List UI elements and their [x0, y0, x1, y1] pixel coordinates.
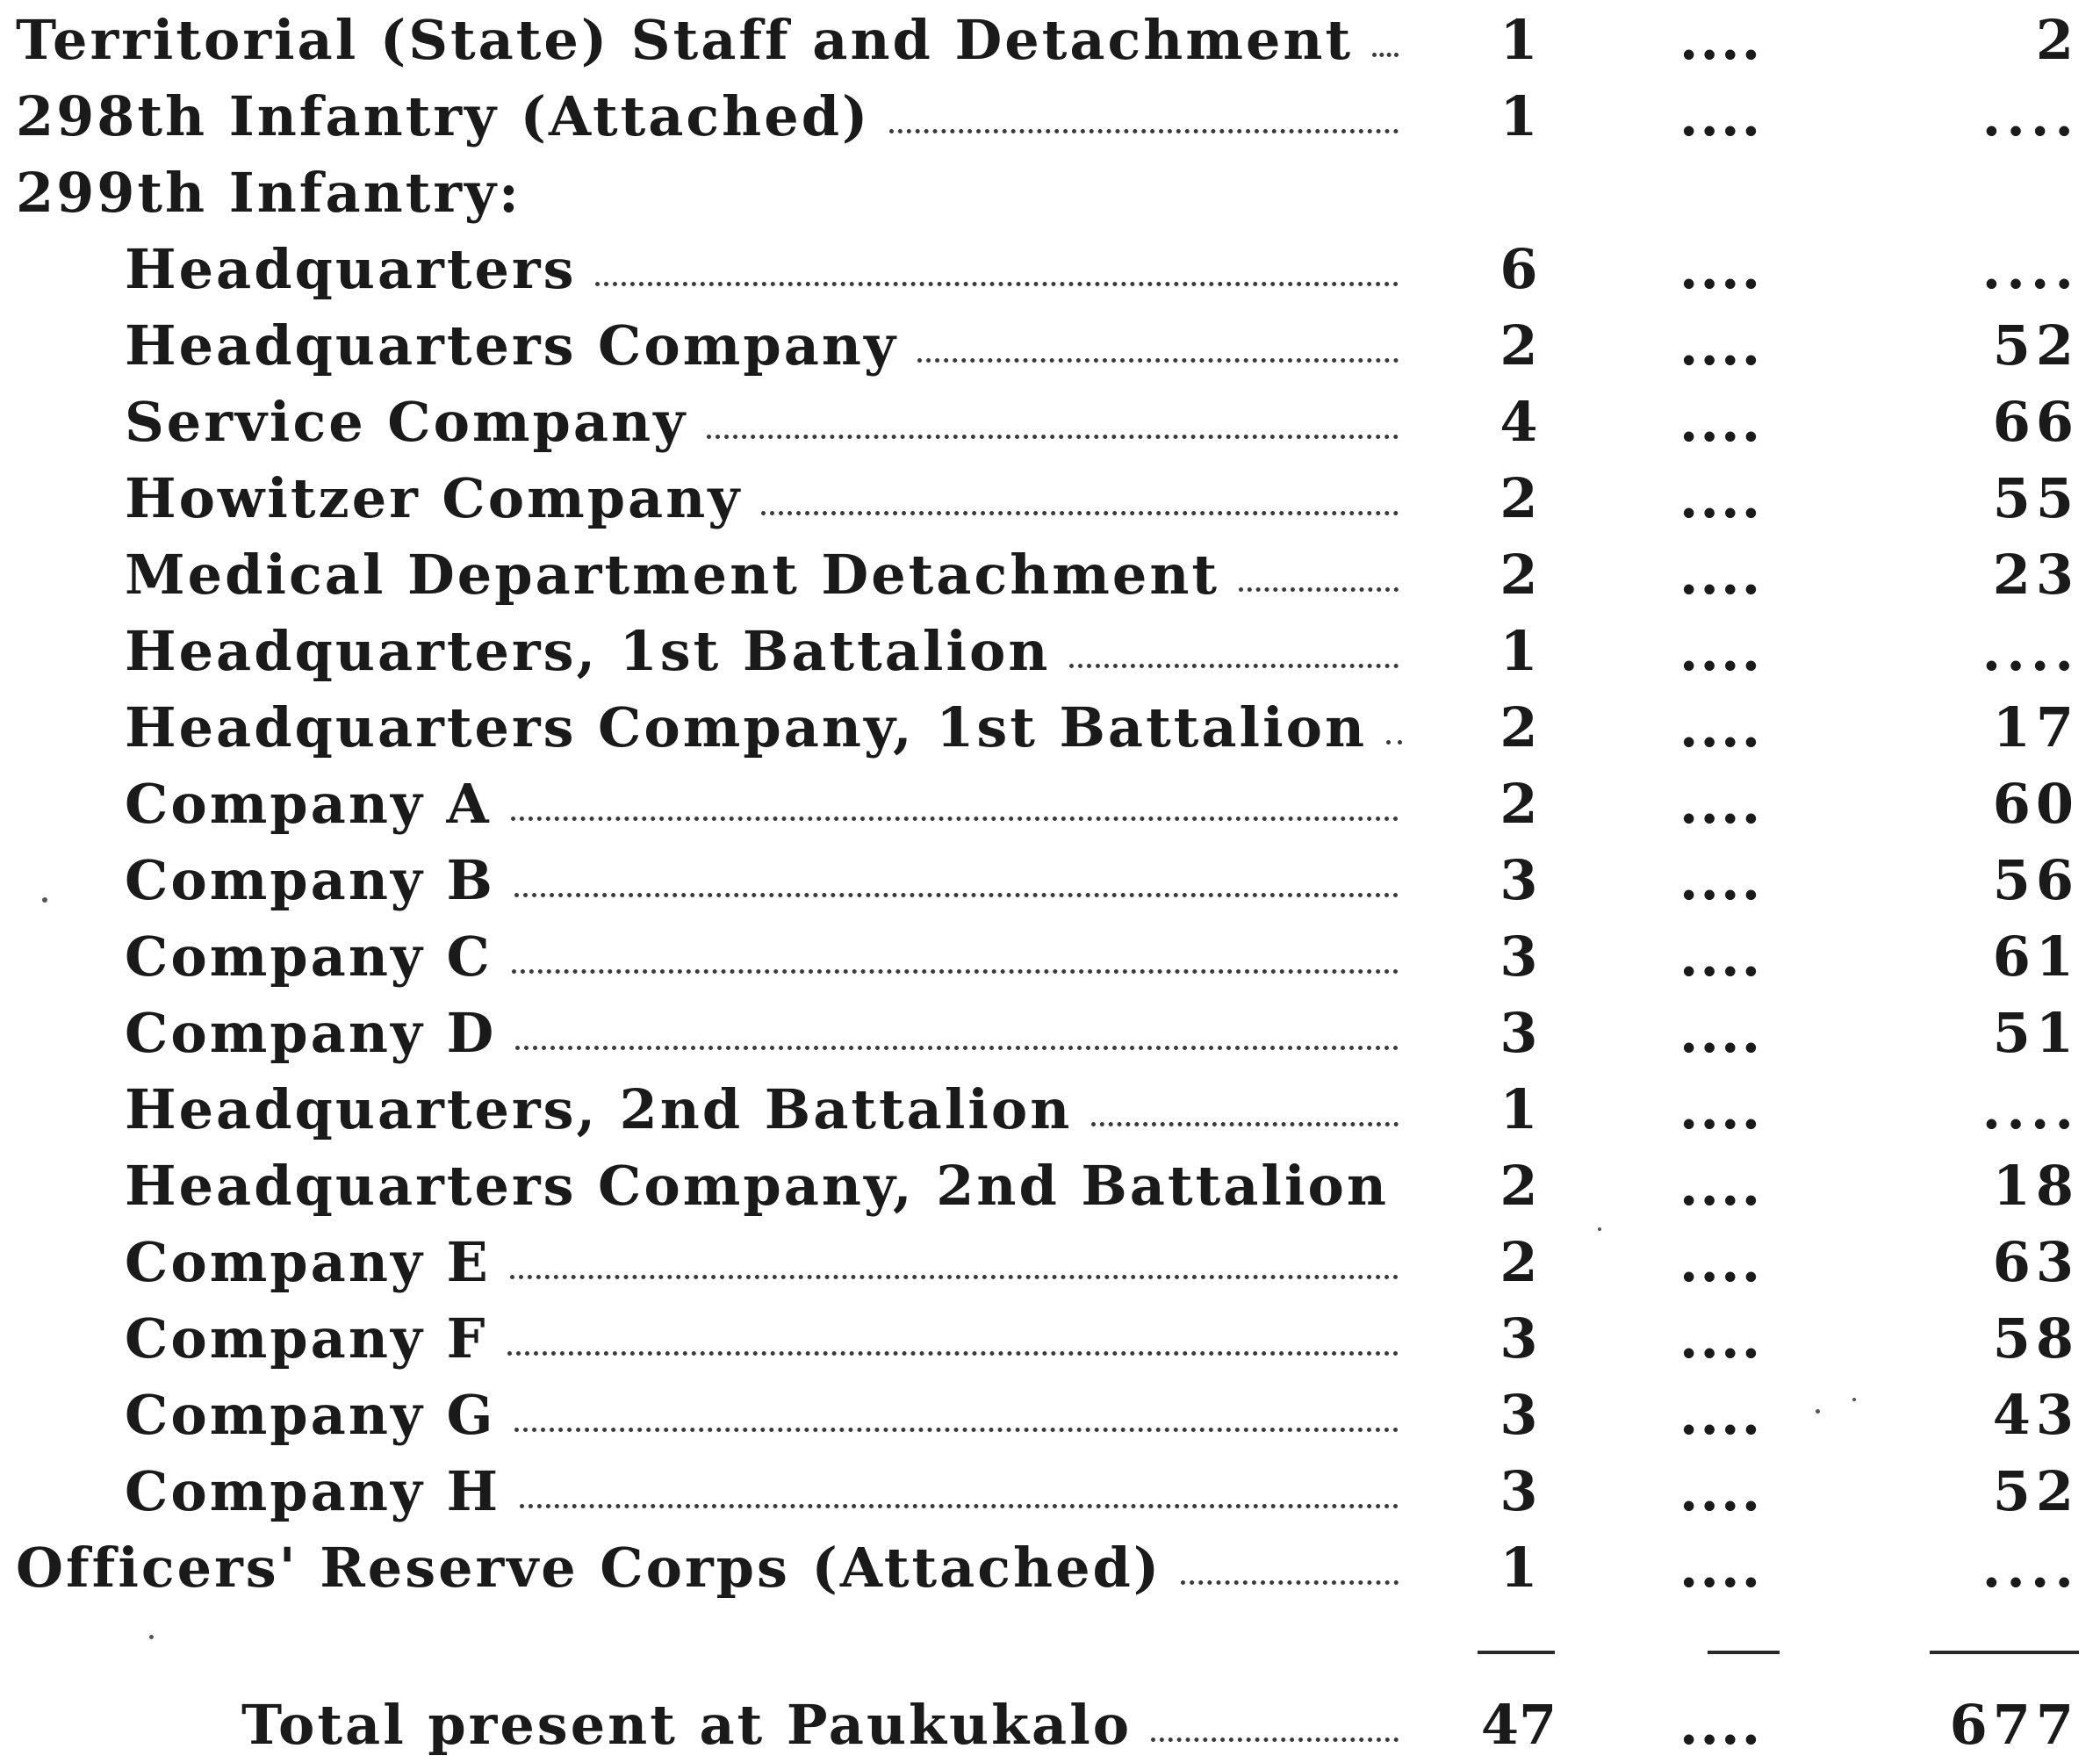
- row-col-b: ....: [1679, 237, 1763, 301]
- section-heading-row: [0, 155, 2100, 231]
- row-col-c: 66: [1992, 390, 2079, 454]
- dot-leader: [1091, 1113, 1399, 1126]
- roster-row: [0, 689, 2100, 766]
- roster-row: [0, 1148, 2100, 1224]
- row-col-b: ....: [1679, 619, 1763, 683]
- row-label: Company C: [125, 925, 493, 989]
- row-col-c: 61: [1992, 925, 2079, 989]
- row-col-c: ....: [1981, 237, 2079, 301]
- roster-row: [0, 1224, 2100, 1300]
- row-col-b: ....: [1679, 313, 1763, 378]
- row-label: Medical Department Detachment: [125, 543, 1220, 607]
- row-col-b: ....: [1679, 390, 1763, 454]
- roster-row: [0, 1529, 2100, 1606]
- dot-leader: [520, 1495, 1399, 1508]
- row-label: 299th Infantry:: [16, 161, 521, 225]
- dot-leader: [511, 808, 1399, 821]
- sum-rule-c: [1930, 1651, 2079, 1654]
- row-col-b: ....: [1679, 1230, 1763, 1294]
- row-col-c: 23: [1992, 543, 2079, 607]
- dot-leader: [595, 273, 1399, 286]
- scan-speck: [149, 1635, 154, 1639]
- row-label: Headquarters, 2nd Battalion: [125, 1077, 1073, 1141]
- row-col-a: 2: [1499, 466, 1538, 530]
- row-col-a: 2: [1499, 313, 1538, 378]
- dot-leader: [1181, 1572, 1399, 1585]
- row-col-b: ....: [1679, 8, 1763, 72]
- roster-row: [0, 536, 2100, 613]
- roster-row: [0, 1453, 2100, 1529]
- dot-leader: [1386, 731, 1402, 745]
- row-label: Headquarters Company, 1st Battalion: [125, 695, 1368, 759]
- row-col-a: 2: [1499, 695, 1538, 759]
- row-col-c: 52: [1992, 313, 2079, 378]
- row-col-c: 63: [1992, 1230, 2079, 1294]
- row-col-a: 1: [1499, 8, 1538, 72]
- row-label: Company B: [125, 848, 495, 912]
- row-col-b: ....: [1679, 1536, 1763, 1600]
- row-col-a: 3: [1499, 1383, 1538, 1447]
- row-col-a: 1: [1499, 619, 1538, 683]
- row-col-c: 60: [1992, 772, 2079, 836]
- dot-leader: [1069, 655, 1399, 668]
- scan-speck: [1598, 1227, 1601, 1231]
- row-col-b: ....: [1679, 1001, 1763, 1065]
- row-label: Company F: [125, 1306, 488, 1371]
- dot-leader: [514, 884, 1399, 897]
- row-col-c: 56: [1992, 848, 2079, 912]
- roster-row: [0, 766, 2100, 842]
- dot-leader: [889, 120, 1399, 133]
- row-col-b: ....: [1679, 84, 1763, 148]
- dot-leader: [507, 1342, 1399, 1356]
- roster-row: [0, 1071, 2100, 1148]
- row-col-c: 55: [1992, 466, 2079, 530]
- dot-leader: [707, 426, 1399, 439]
- scan-speck: [42, 897, 47, 903]
- row-col-b: ....: [1679, 1459, 1763, 1523]
- row-col-c: 43: [1992, 1383, 2079, 1447]
- row-label: Officers' Reserve Corps (Attached): [16, 1536, 1162, 1600]
- row-col-c: 17: [1992, 695, 2079, 759]
- row-col-b: ....: [1679, 1077, 1763, 1141]
- row-label: Territorial (State) Staff and Detachment: [16, 8, 1354, 72]
- roster-row: [0, 842, 2100, 918]
- row-col-a: 2: [1499, 543, 1538, 607]
- row-col-c: 51: [1992, 1001, 2079, 1065]
- row-label: Headquarters, 1st Battalion: [125, 619, 1051, 683]
- roster-row: [0, 231, 2100, 307]
- row-label: Company D: [125, 1001, 497, 1065]
- row-label: Howitzer Company: [125, 466, 743, 530]
- row-col-c: 2: [2035, 8, 2079, 72]
- row-col-b: ....: [1679, 1154, 1763, 1218]
- row-label: 298th Infantry (Attached): [16, 84, 871, 148]
- dot-leader: [1372, 44, 1399, 57]
- roster-row: [0, 613, 2100, 689]
- dot-leader: [1239, 579, 1399, 592]
- row-label: Company A: [125, 772, 492, 836]
- total-row: [0, 1687, 2100, 1763]
- row-col-b: ....: [1679, 466, 1763, 530]
- roster-row: [0, 78, 2100, 155]
- row-col-b: ....: [1679, 543, 1763, 607]
- row-col-a: 3: [1499, 1459, 1538, 1523]
- row-col-c: ....: [1981, 84, 2079, 148]
- row-label: Headquarters Company: [125, 313, 898, 378]
- row-col-c: ....: [1981, 619, 2079, 683]
- dot-leader: [917, 349, 1399, 363]
- row-col-c: 58: [1992, 1306, 2079, 1371]
- row-col-a: 1: [1499, 1077, 1538, 1141]
- row-col-a: 1: [1499, 1536, 1538, 1600]
- row-col-a: 3: [1499, 1001, 1538, 1065]
- total-col-c: 677: [1949, 1693, 2079, 1757]
- row-col-a: 6: [1499, 237, 1538, 301]
- row-label: Service Company: [125, 390, 688, 454]
- roster-row: [0, 384, 2100, 460]
- dot-leader: [514, 1419, 1399, 1432]
- row-col-c: 18: [1992, 1154, 2079, 1218]
- row-col-b: ....: [1679, 1306, 1763, 1371]
- row-col-a: 3: [1499, 848, 1538, 912]
- row-label: Headquarters Company, 2nd Battalion: [125, 1154, 1389, 1218]
- roster-row: [0, 1300, 2100, 1377]
- total-col-b: ....: [1679, 1693, 1763, 1757]
- row-col-a: 3: [1499, 925, 1538, 989]
- row-col-b: ....: [1679, 695, 1763, 759]
- row-col-a: 2: [1499, 772, 1538, 836]
- sum-rule-a: [1478, 1651, 1555, 1654]
- row-col-c: ....: [1981, 1077, 2079, 1141]
- row-col-a: 1: [1499, 84, 1538, 148]
- row-col-b: ....: [1679, 848, 1763, 912]
- row-col-c: ....: [1981, 1536, 2079, 1600]
- dot-leader: [761, 502, 1399, 515]
- roster-row: [0, 995, 2100, 1071]
- total-col-a: 47: [1480, 1693, 1557, 1757]
- row-label: Company H: [125, 1459, 501, 1523]
- row-label: Headquarters: [125, 237, 577, 301]
- row-col-b: ....: [1679, 1383, 1763, 1447]
- total-label: Total present at Paukukalo: [241, 1693, 1133, 1757]
- scan-speck: [1816, 1409, 1820, 1414]
- row-col-c: 52: [1992, 1459, 2079, 1523]
- sum-rule-b: [1708, 1651, 1780, 1654]
- dot-leader: [510, 1266, 1399, 1279]
- roster-row: [0, 1377, 2100, 1453]
- roster-row: [0, 460, 2100, 536]
- row-col-b: ....: [1679, 925, 1763, 989]
- scan-speck: [1852, 1398, 1856, 1401]
- roster-row: [0, 918, 2100, 995]
- roster-row: [0, 2, 2100, 78]
- row-col-a: 2: [1499, 1154, 1538, 1218]
- dot-leader: [512, 961, 1399, 974]
- row-col-b: ....: [1679, 772, 1763, 836]
- row-col-a: 2: [1499, 1230, 1538, 1294]
- row-col-a: 4: [1499, 390, 1538, 454]
- row-label: Company G: [125, 1383, 496, 1447]
- dot-leader: [515, 1037, 1399, 1050]
- row-label: Company E: [125, 1230, 491, 1294]
- row-col-a: 3: [1499, 1306, 1538, 1371]
- roster-row: [0, 307, 2100, 384]
- dot-leader: [1151, 1729, 1399, 1742]
